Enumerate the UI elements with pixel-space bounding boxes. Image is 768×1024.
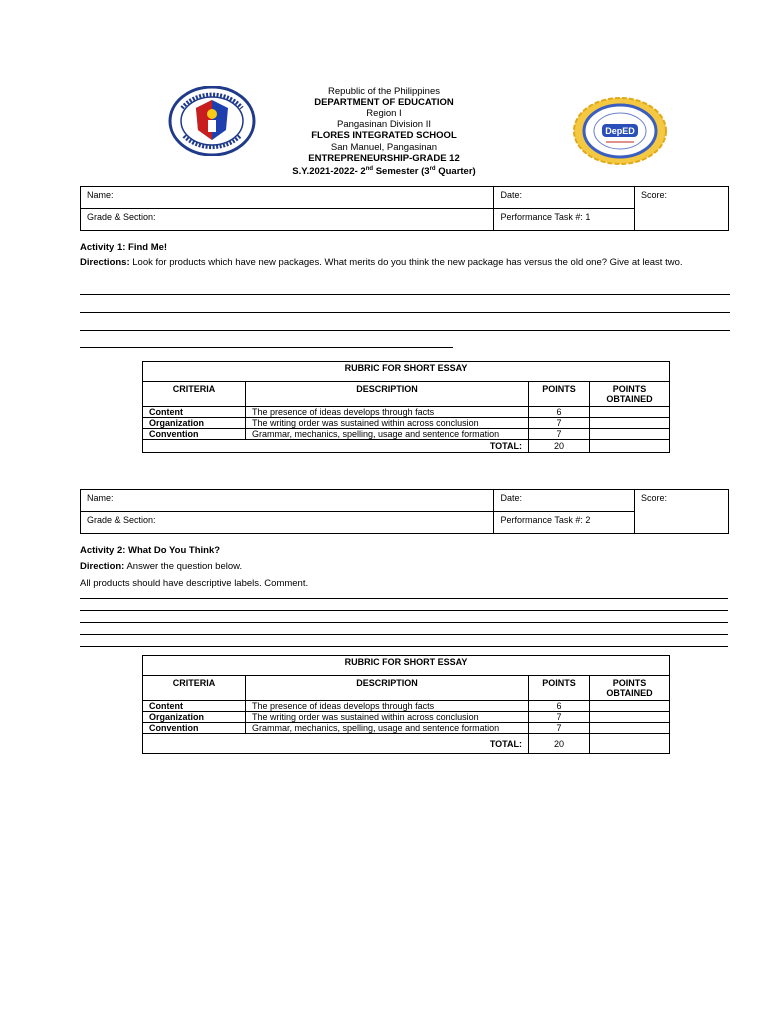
header-school: FLORES INTEGRATED SCHOOL	[311, 130, 457, 141]
description-cell: Grammar, mechanics, spelling, usage and sentence formation	[246, 723, 529, 734]
answer-line[interactable]	[80, 312, 730, 313]
answer-line[interactable]	[80, 347, 453, 348]
criteria-header: CRITERIA	[143, 382, 246, 407]
grade-section-field[interactable]	[81, 209, 494, 231]
score-field[interactable]	[634, 187, 728, 231]
answer-line[interactable]	[80, 330, 730, 331]
header-department: DEPARTMENT OF EDUCATION	[314, 97, 454, 108]
total-value: 20	[529, 440, 590, 453]
points-cell: 6	[529, 407, 590, 418]
answer-line[interactable]	[80, 294, 730, 295]
header-subject: ENTREPRENEURSHIP-GRADE 12	[308, 153, 460, 164]
answer-line[interactable]	[80, 598, 728, 599]
performance-task-label: Performance Task #: 2	[500, 515, 591, 525]
grade-section-label: Grade & Section:	[87, 212, 156, 222]
answer-line[interactable]	[80, 646, 728, 647]
school-logo	[572, 96, 672, 166]
date-field[interactable]	[494, 490, 635, 512]
points-obtained-cell[interactable]	[590, 701, 670, 712]
points-obtained-header: POINTS OBTAINED	[590, 676, 670, 701]
grade-section-label: Grade & Section:	[87, 515, 156, 525]
answer-line[interactable]	[80, 622, 728, 623]
student-info-table-1	[80, 186, 729, 231]
points-cell: 7	[529, 723, 590, 734]
date-label: Date:	[500, 493, 522, 503]
header-republic: Republic of the Philippines	[328, 86, 440, 97]
total-label: TOTAL:	[143, 734, 529, 754]
points-cell: 7	[529, 712, 590, 723]
date-label: Date:	[500, 190, 522, 200]
points-obtained-cell[interactable]	[590, 723, 670, 734]
name-label: Name:	[87, 493, 114, 503]
points-obtained-cell[interactable]	[590, 429, 670, 440]
header-division: Pangasinan Division II	[337, 119, 431, 130]
criteria-cell: Content	[143, 407, 246, 418]
activity-1-title: Activity 1: Find Me!	[80, 242, 168, 253]
deped-seal-logo	[168, 86, 256, 156]
performance-task-field[interactable]	[494, 512, 635, 534]
points-obtained-header: POINTS OBTAINED	[590, 382, 670, 407]
points-obtained-cell[interactable]	[590, 407, 670, 418]
table-row	[143, 723, 670, 734]
score-label: Score:	[640, 190, 667, 200]
activity-2-direction: Direction: Answer the question below.	[80, 561, 243, 572]
total-row	[143, 734, 670, 754]
name-field[interactable]	[81, 490, 494, 512]
total-obtained-cell[interactable]	[590, 734, 670, 754]
header-region: Region I	[366, 108, 402, 119]
rubric-title: RUBRIC FOR SHORT ESSAY	[143, 362, 670, 382]
description-cell: Grammar, mechanics, spelling, usage and sentence formation	[246, 429, 529, 440]
criteria-cell: Content	[143, 701, 246, 712]
score-label: Score:	[640, 493, 667, 503]
school-logo-text: DepED	[605, 126, 635, 136]
table-row	[143, 418, 670, 429]
performance-task-label: Performance Task #: 1	[500, 212, 591, 222]
answer-line[interactable]	[80, 610, 728, 611]
criteria-cell: Convention	[143, 723, 246, 734]
name-label: Name:	[87, 190, 114, 200]
points-cell: 7	[529, 429, 590, 440]
points-header: POINTS	[529, 676, 590, 701]
description-cell: The presence of ideas develops through facts	[246, 407, 529, 418]
rubric-table-2	[142, 655, 670, 754]
activity-2-question: All products should have descriptive labels. Comment.	[80, 578, 309, 589]
total-label: TOTAL:	[143, 440, 529, 453]
date-field[interactable]	[494, 187, 635, 209]
total-obtained-cell[interactable]	[590, 440, 670, 453]
score-field[interactable]	[634, 490, 728, 534]
points-obtained-cell[interactable]	[590, 712, 670, 723]
description-cell: The writing order was sustained within across conclusion	[246, 418, 529, 429]
activity-2-title: Activity 2: What Do You Think?	[80, 545, 221, 556]
table-row	[143, 712, 670, 723]
description-header: DESCRIPTION	[246, 676, 529, 701]
header-address: San Manuel, Pangasinan	[330, 142, 438, 153]
activity-1-directions: Directions: Look for products which have new packages. What merits do you think the new package has versus the old one? Give at least two.	[80, 257, 683, 268]
table-row	[143, 701, 670, 712]
student-info-table-2	[80, 489, 729, 534]
performance-task-field[interactable]	[494, 209, 635, 231]
table-row	[143, 407, 670, 418]
criteria-header: CRITERIA	[143, 676, 246, 701]
rubric-title: RUBRIC FOR SHORT ESSAY	[143, 656, 670, 676]
name-field[interactable]	[81, 187, 494, 209]
points-cell: 7	[529, 418, 590, 429]
table-row	[143, 429, 670, 440]
criteria-cell: Organization	[143, 418, 246, 429]
description-cell: The writing order was sustained within across conclusion	[246, 712, 529, 723]
total-value: 20	[529, 734, 590, 754]
rubric-table-1	[142, 361, 670, 453]
description-cell: The presence of ideas develops through facts	[246, 701, 529, 712]
criteria-cell: Organization	[143, 712, 246, 723]
points-cell: 6	[529, 701, 590, 712]
criteria-cell: Convention	[143, 429, 246, 440]
answer-line[interactable]	[80, 634, 728, 635]
header-school-year: S.Y.2021-2022- 2nd Semester (3rd Quarter)	[292, 166, 476, 178]
grade-section-field[interactable]	[81, 512, 494, 534]
total-row	[143, 440, 670, 453]
description-header: DESCRIPTION	[246, 382, 529, 407]
points-header: POINTS	[529, 382, 590, 407]
points-obtained-cell[interactable]	[590, 418, 670, 429]
